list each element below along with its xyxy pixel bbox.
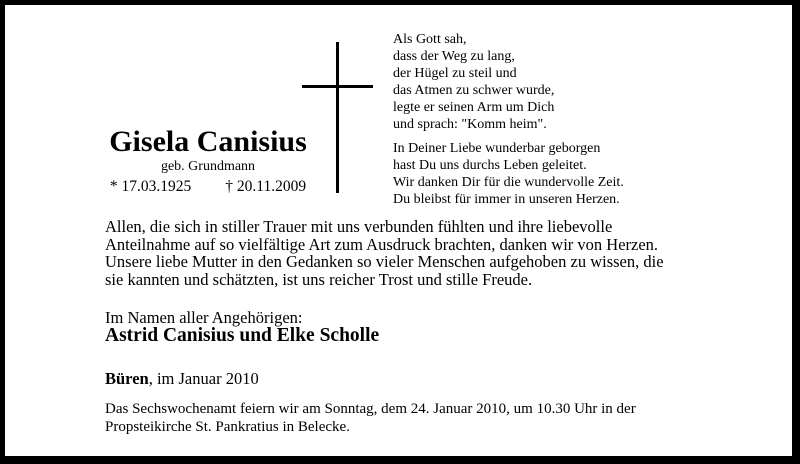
poem-line: In Deiner Liebe wunderbar geborgen: [393, 141, 601, 156]
poem-line: Als Gott sah,: [393, 32, 467, 47]
poem-stanza-2: [393, 140, 624, 208]
poem: [393, 31, 624, 208]
condolence-paragraph: [105, 218, 664, 289]
poem-line: hast Du uns durchs Leben geleitet.: [393, 158, 587, 173]
maiden-name: geb. Grundmann: [160, 159, 256, 174]
place-name: Büren: [105, 369, 149, 388]
poem-line: legte er seinen Arm um Dich: [393, 100, 555, 115]
life-dates: [83, 177, 333, 196]
place-date-line: [105, 369, 259, 389]
service-line: Das Sechswochenamt feiern wir am Sonntag, dem 24. Januar 2010, um 10.30 Uhr in der: [105, 401, 636, 417]
condolence-line: Anteilnahme auf so vielfältige Art zum Ausdruck brachten, danken wir von Herzen.: [105, 234, 659, 254]
poem-line: Du bleibst für immer in unseren Herzen.: [393, 192, 620, 207]
cross-vertical-bar: [336, 42, 339, 193]
poem-line: dass der Weg zu lang,: [393, 49, 515, 64]
poem-line: und sprach: "Komm heim".: [393, 117, 547, 132]
service-announcement: [105, 401, 636, 436]
family-intro: Im Namen aller Angehörigen:: [105, 308, 303, 327]
condolence-line: Unsere liebe Mutter in den Gedanken so vieler Menschen aufgehoben zu wissen, die: [105, 252, 664, 272]
deceased-name: Gisela Canisius: [109, 125, 307, 158]
condolence-line: Allen, die sich in stiller Trauer mit uns verbunden fühlten und ihre liebevolle: [105, 217, 613, 236]
poem-stanza-1: [393, 31, 624, 133]
poem-line: Wir danken Dir für die wundervolle Zeit.: [393, 175, 624, 190]
birth-date: * 17.03.1925: [109, 178, 192, 195]
place-date-rest: , im Januar 2010: [148, 369, 259, 388]
deceased-name-block: [83, 126, 333, 196]
death-date: † 20.11.2009: [225, 178, 307, 195]
service-line: Propsteikirche St. Pankratius in Belecke.: [105, 418, 350, 435]
poem-line: der Hügel zu steil und: [393, 66, 517, 81]
poem-line: das Atmen zu schwer wurde,: [393, 83, 555, 98]
condolence-line: sie kannten und schätzten, ist uns reicher Trost und stille Freude.: [105, 270, 533, 290]
cross-horizontal-bar: [302, 85, 373, 88]
family-names: Astrid Canisius und Elke Scholle: [105, 325, 380, 346]
